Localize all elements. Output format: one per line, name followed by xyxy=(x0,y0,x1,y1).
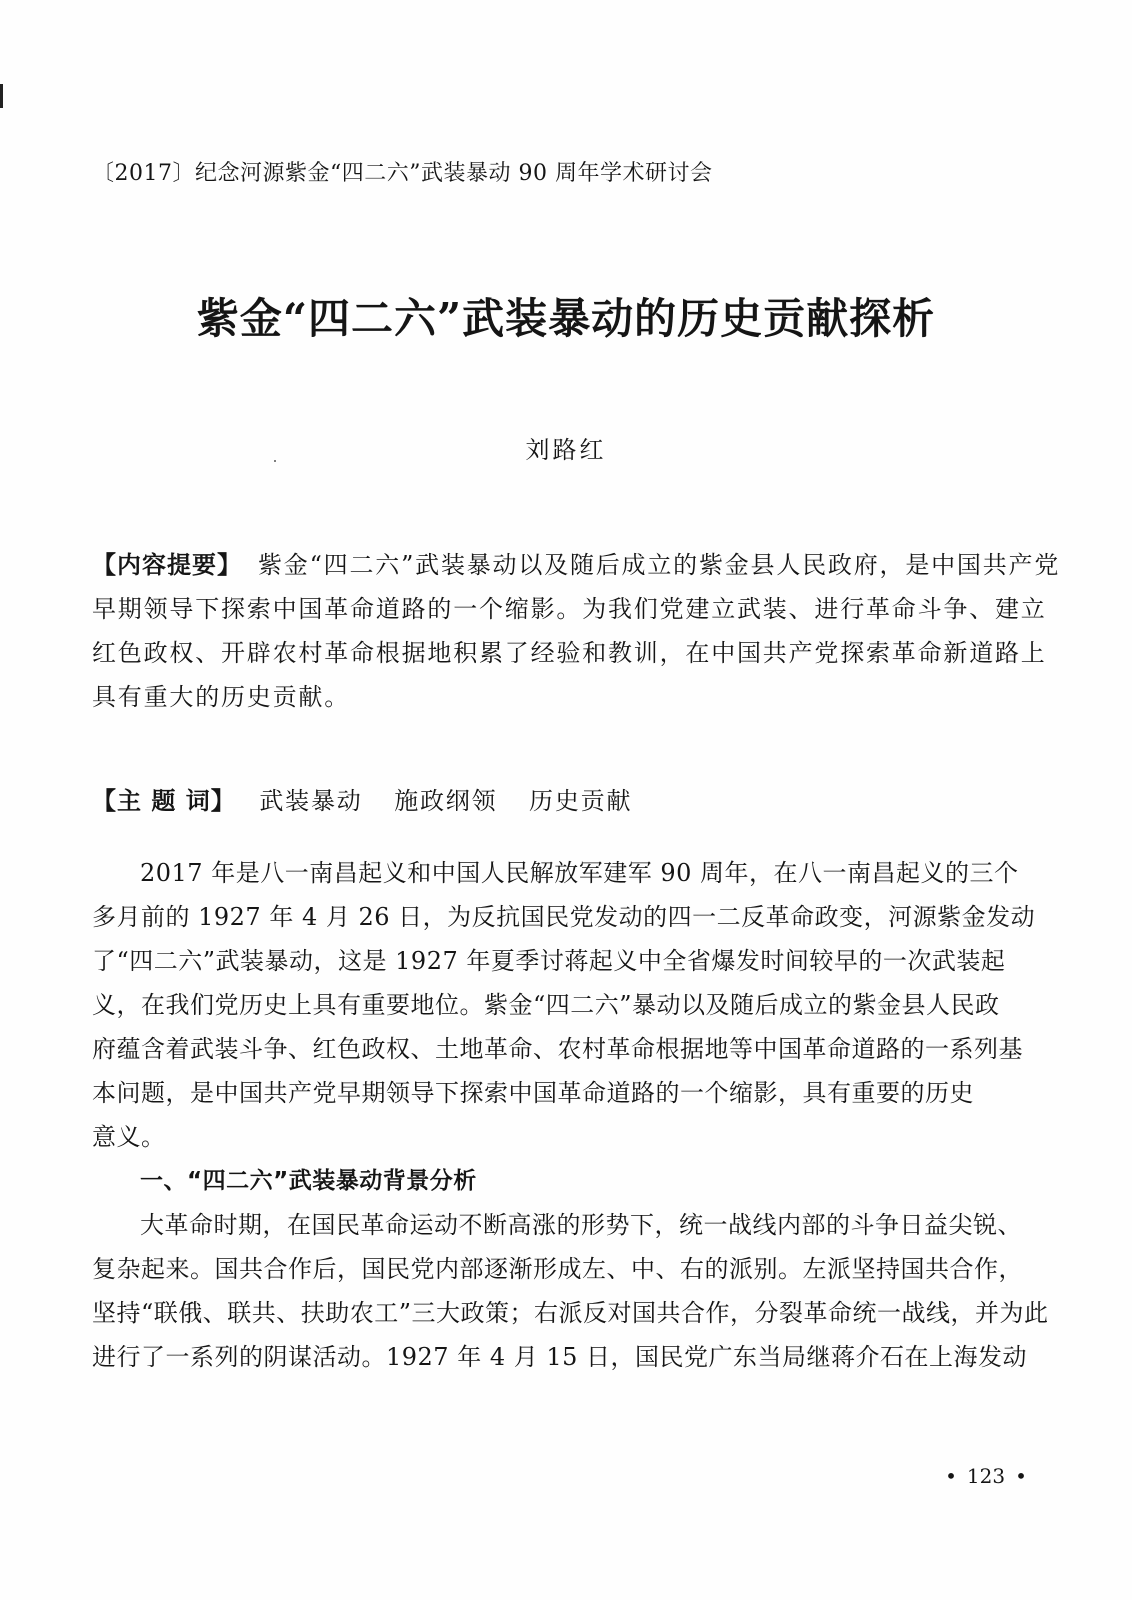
body-paragraph-line: 了“四二六”武装暴动，这是 1927 年夏季讨蒋起义中全省爆发时间较早的一次武装起 xyxy=(92,947,1006,975)
keyword-item: 施政纲领 xyxy=(394,787,498,815)
body-paragraph-line: 复杂起来。国共合作后，国民党内部逐渐形成左、中、右的派别。左派坚持国共合作， xyxy=(92,1255,1023,1283)
scan-edge-mark xyxy=(0,84,3,108)
body-paragraph-line: 多月前的 1927 年 4 月 26 日，为反抗国民党发动的四一二反革命政变，河源紫金发动 xyxy=(92,903,1036,931)
body-paragraph-line: 2017 年是八一南昌起义和中国人民解放军建军 90 周年，在八一南昌起义的三个 xyxy=(140,859,1019,887)
page-number-dot-right: • xyxy=(1015,1464,1027,1488)
article-title: 紫金“四二六”武装暴动的历史贡献探析 xyxy=(196,294,936,343)
abstract-line: 具有重大的历史贡献。 xyxy=(92,683,350,711)
conference-series-header: 〔2017〕纪念河源紫金“四二六”武装暴动 90 周年学术研讨会 xyxy=(92,161,713,186)
keyword-item: 历史贡献 xyxy=(529,787,633,815)
abstract-line xyxy=(92,548,1061,583)
section-heading: 一、“四二六”武装暴动背景分析 xyxy=(140,1168,477,1194)
body-paragraph-line: 意义。 xyxy=(92,1123,166,1151)
keyword-item: 武装暴动 xyxy=(259,787,363,815)
body-paragraph-line: 义，在我们党历史上具有重要地位。紫金“四二六”暴动以及随后成立的紫金县人民政 xyxy=(92,991,1000,1019)
page-number-value: 123 xyxy=(966,1464,1006,1488)
abstract-line: 早期领导下探索中国革命道路的一个缩影。为我们党建立武装、进行革命斗争、建立 xyxy=(92,595,1047,623)
author-name: 刘路红 xyxy=(525,436,607,464)
abstract-label: 【内容提要】 xyxy=(92,551,242,579)
article-body xyxy=(92,856,1049,1384)
keywords-section xyxy=(92,784,1042,819)
body-paragraph-line: 进行了一系列的阴谋活动。1927 年 4 月 15 日，国民党广东当局继蒋介石在上海发动 xyxy=(92,1343,1028,1371)
page-number xyxy=(930,1462,1042,1490)
body-paragraph-line: 府蕴含着武装斗争、红色政权、土地革命、农村革命根据地等中国革命道路的一系列基 xyxy=(92,1035,1023,1063)
keywords-label: 【主 题 词】 xyxy=(92,787,236,815)
abstract-section xyxy=(92,548,1061,724)
page-number-dot-left: • xyxy=(945,1464,957,1488)
body-paragraph-line: 大革命时期，在国民革命运动不断高涨的形势下，统一战线内部的斗争日益尖锐、 xyxy=(140,1211,1022,1239)
body-paragraph-line: 本问题，是中国共产党早期领导下探索中国革命道路的一个缩影，具有重要的历史 xyxy=(92,1079,974,1107)
body-paragraph-line: 坚持“联俄、联共、扶助农工”三大政策；右派反对国共合作，分裂革命统一战线，并为此 xyxy=(92,1299,1049,1327)
abstract-line: 红色政权、开辟农村革命根据地积累了经验和教训，在中国共产党探索革命新道路上 xyxy=(92,639,1047,667)
abstract-text-1: 紫金“四二六”武装暴动以及随后成立的紫金县人民政府，是中国共产党 xyxy=(258,551,1061,579)
